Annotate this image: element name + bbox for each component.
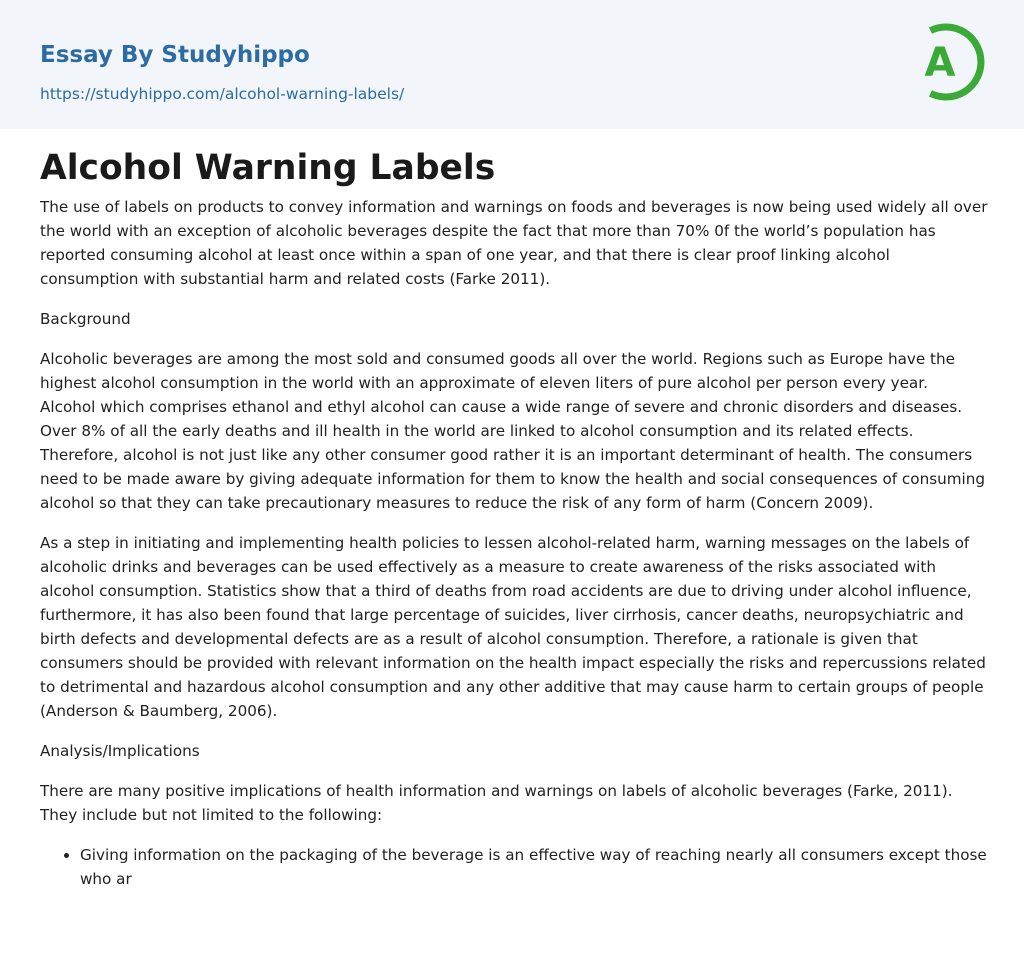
logo-letter: A: [924, 40, 956, 86]
implications-list: [40, 843, 988, 891]
intro-paragraph: The use of labels on products to convey information and warnings on foods and beverages is now being used widely all over the world with an exception of alcoholic beverages despite the fact that more than 70% 0f the world’s population has reported consuming alcohol at least once within a span of one year, and that there is clear proof linking alcohol consumption with substantial harm and related costs (Farke 2011).: [40, 198, 988, 288]
background-paragraph: Alcoholic beverages are among the most sold and consumed goods all over the world. Regions such as Europe have the highest alcohol consumption in the world with an approximate of eleven liters of pure alcohol per person every year. Alcohol which comprises ethanol and ethyl alcohol can cause a wide range of severe and chronic disorders and diseases. Over 8% of all the early deaths and ill health in the world are linked to alcohol consumption and its related effects. Therefore, alcohol is not just like any other consumer good rather it is an important determinant of health. The consumers need to be made aware by giving adequate information for them to know the health and social consequences of consuming alcohol so that they can take precautionary measures to reduce the risk of any form of harm (Concern 2009).: [40, 350, 986, 512]
essay-url-link[interactable]: https://studyhippo.com/alcohol-warning-labels/: [40, 85, 405, 103]
implications-paragraph: There are many positive implications of health information and warnings on labels of alcoholic beverages (Farke, 2011). They include but not limited to the following:: [40, 782, 953, 824]
section-heading-background: Background: [40, 310, 131, 328]
list-item: • Giving information on the packaging of the beverage is an effective way of reaching nearly all consumers except those who ar: [80, 843, 988, 891]
policy-paragraph: As a step in initiating and implementing health policies to lessen alcohol-related harm, warning messages on the labels of alcoholic drinks and beverages can be used effectively as a measure to create awareness of the risks associated with alcohol consumption. Statistics show that a third of deaths from road accidents are due to driving under alcohol influence, furthermore, it has also been found that large percentage of suicides, liver cirrhosis, cancer deaths, neuropsychiatric and birth defects and developmental defects are as a result of alcohol consumption. Therefore, a rationale is given that consumers should be provided with relevant information on the health impact especially the risks and repercussions related to detrimental and hazardous alcohol consumption and any other additive that may cause harm to certain groups of people (Anderson & Baumberg, 2006).: [40, 534, 986, 720]
article-title: Alcohol Warning Labels: [40, 148, 496, 188]
brand-title[interactable]: Essay By Studyhippo: [40, 42, 310, 68]
site-header: [0, 0, 1024, 129]
section-heading-analysis: Analysis/Implications: [40, 742, 200, 760]
article-content: [40, 147, 988, 891]
studyhippo-logo-icon[interactable]: [912, 20, 986, 104]
